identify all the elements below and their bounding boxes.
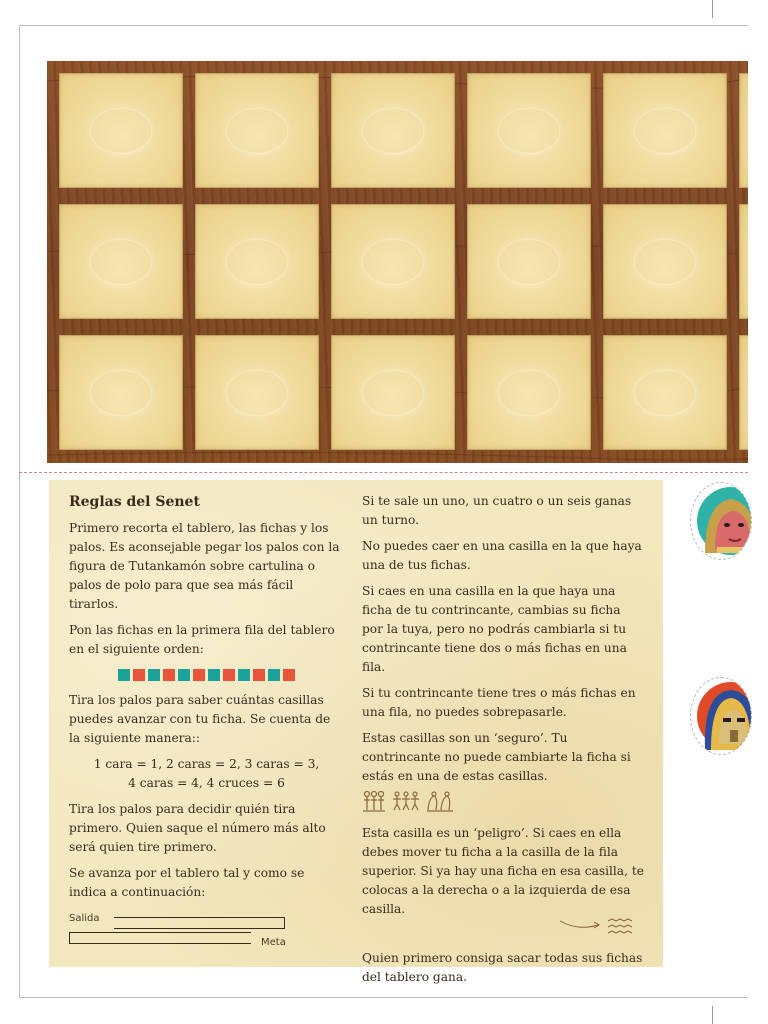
piece-order-tile (178, 669, 190, 681)
piece-order-row (69, 669, 344, 681)
cut-line (19, 472, 748, 473)
square-watermark-icon (362, 108, 424, 154)
piece-order-tile (268, 669, 280, 681)
square-watermark-icon (634, 108, 696, 154)
rules-left-column (69, 492, 344, 953)
piece-order-tile (238, 669, 250, 681)
rules-paragraph: No puedes caer en una casilla en la que haya una de tus fichas. (362, 539, 642, 572)
rules-paragraph: Tira los palos para saber cuántas casillas puedes avanzar con tu ficha. Se cuenta de la siguiente manera:: (69, 693, 331, 745)
crop-mark-top (712, 0, 713, 18)
piece-order-tile (133, 669, 145, 681)
square-watermark-icon (226, 239, 288, 285)
rules-paragraph: Estas casillas son un ‘seguro’. Tu contrincante no puede cambiarte la ficha si estás en una de estas casillas. (362, 731, 631, 783)
piece-order-tile (148, 669, 160, 681)
danger-rule (362, 824, 644, 919)
safe-squares-glyphs (362, 790, 644, 812)
rules-paragraph: Pon las fichas en la primera fila del tablero en el siguiente orden: (69, 623, 335, 656)
square-watermark-icon (226, 370, 288, 416)
square-watermark-icon (498, 370, 560, 416)
rules-paragraph: Si te sale un uno, un cuatro o un seis ganas un turno. (362, 494, 632, 527)
scoring-line-2: 4 caras = 4, 4 cruces = 6 (128, 776, 285, 790)
board-square[interactable] (59, 335, 183, 450)
board-square[interactable] (603, 335, 727, 450)
pharaoh-token-icon (691, 483, 751, 559)
figures-icon (392, 790, 420, 812)
rules-paragraph: Si tu contrincante tiene tres o más fichas en una fila, no puedes sobrepasarle. (362, 686, 636, 719)
piece-order-tile (208, 669, 220, 681)
movement-diagram (69, 909, 344, 953)
board-square[interactable] (195, 335, 319, 450)
senet-board (47, 61, 748, 463)
rules-title: Reglas del Senet (69, 494, 200, 510)
scoring-line-1: 1 cara = 1, 2 caras = 2, 3 caras = 3, (93, 757, 320, 771)
rules-paragraph: Esta casilla es un ‘peligro’. Si caes en ella debes mover tu ficha a la casilla de la fila superior. Si ya hay una ficha en esa casilla, te colocas a la derecha o a la izquierda de esa casilla. (362, 826, 644, 916)
square-watermark-icon (362, 370, 424, 416)
piece-order-tile (223, 669, 235, 681)
square-watermark-icon (634, 239, 696, 285)
mask-token-icon (691, 678, 751, 754)
piece-order-tile (283, 669, 295, 681)
mask-token[interactable] (690, 677, 752, 755)
board-square[interactable] (467, 335, 591, 450)
birds-icon (426, 790, 454, 812)
ankh-icon (362, 790, 386, 812)
board-square[interactable] (195, 73, 319, 188)
board-square[interactable] (467, 73, 591, 188)
square-watermark-icon (226, 108, 288, 154)
square-watermark-icon (90, 370, 152, 416)
goal-arrow-line (69, 932, 251, 944)
board-square[interactable] (739, 204, 748, 319)
rules-paragraph: Si caes en una casilla en la que haya una ficha de tu contrincante, cambias su ficha por la tuya, pero no podrás cambiarla si tu contrincante tiene dos o más fichas en una fila. (362, 584, 627, 674)
piece-order-tile (253, 669, 265, 681)
start-arrow-line (114, 917, 285, 929)
water-danger-icon (558, 917, 638, 941)
rules-paragraph: Quien primero consiga sacar todas sus fichas del tablero gana. (362, 951, 643, 984)
piece-order-tile (118, 669, 130, 681)
piece-order-tile (163, 669, 175, 681)
piece-order-tile (193, 669, 205, 681)
square-watermark-icon (498, 239, 560, 285)
start-label: Salida (69, 913, 100, 924)
goal-label: Meta (261, 937, 286, 948)
rules-paragraph: Se avanza por el tablero tal y como se indica a continuación: (69, 866, 305, 899)
rules-paragraph: Primero recorta el tablero, las fichas y los palos. Es aconsejable pegar los palos con la figura de Tutankamón sobre cartulina o palos de polo para que sea más fácil tirarlos. (69, 521, 340, 611)
square-watermark-icon (498, 108, 560, 154)
square-watermark-icon (634, 370, 696, 416)
crop-mark-bottom (712, 1006, 713, 1024)
board-square[interactable] (739, 73, 748, 188)
board-square[interactable] (467, 204, 591, 319)
board-square[interactable] (331, 73, 455, 188)
board-square[interactable] (739, 335, 748, 450)
board-square[interactable] (331, 204, 455, 319)
pharaoh-token[interactable] (690, 482, 752, 560)
board-square[interactable] (59, 73, 183, 188)
square-watermark-icon (90, 108, 152, 154)
board-square[interactable] (603, 204, 727, 319)
board-square[interactable] (331, 335, 455, 450)
board-square[interactable] (603, 73, 727, 188)
rules-panel (49, 480, 663, 984)
board-square[interactable] (59, 204, 183, 319)
rules-right-column (362, 492, 644, 994)
board-square[interactable] (195, 204, 319, 319)
square-watermark-icon (362, 239, 424, 285)
rules-paragraph: Tira los palos para decidir quién tira primero. Quien saque el número más alto será quien tire primero. (69, 802, 326, 854)
square-watermark-icon (90, 239, 152, 285)
